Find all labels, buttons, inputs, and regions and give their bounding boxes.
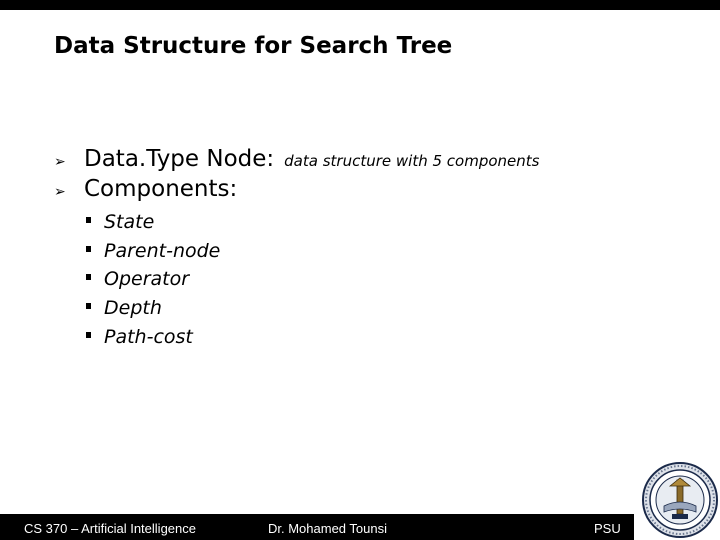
component-label: Operator: [104, 268, 190, 290]
bullet-note: data structure with 5 components: [284, 152, 540, 170]
square-bullet-icon: [86, 274, 91, 280]
footer-institution: PSU: [594, 521, 621, 536]
component-item: [86, 326, 193, 348]
component-label: Parent-node: [104, 240, 221, 262]
university-seal-icon: [642, 462, 718, 538]
component-label: Depth: [104, 297, 162, 319]
footer-instructor: Dr. Mohamed Tounsi: [268, 521, 387, 536]
footer-course: CS 370 – Artificial Intelligence: [24, 521, 196, 536]
arrow-bullet-icon: ➢: [54, 184, 66, 200]
square-bullet-icon: [86, 246, 91, 252]
arrow-bullet-icon: ➢: [54, 154, 66, 170]
bullet-label: Components:: [84, 176, 238, 202]
component-item: [86, 297, 162, 319]
component-label: Path-cost: [104, 326, 193, 348]
slide-title: Data Structure for Search Tree: [54, 33, 453, 59]
bullet-datatype-node: [54, 146, 539, 172]
bullet-components: [54, 176, 237, 202]
square-bullet-icon: [86, 217, 91, 223]
component-item: [86, 240, 220, 262]
component-item: [86, 268, 189, 290]
square-bullet-icon: [86, 303, 91, 309]
component-label: State: [104, 211, 155, 233]
bullet-label: Data.Type Node:: [84, 146, 275, 172]
square-bullet-icon: [86, 332, 91, 338]
footer-bar: [0, 514, 634, 540]
component-item: [86, 211, 154, 233]
top-border: [0, 0, 720, 10]
